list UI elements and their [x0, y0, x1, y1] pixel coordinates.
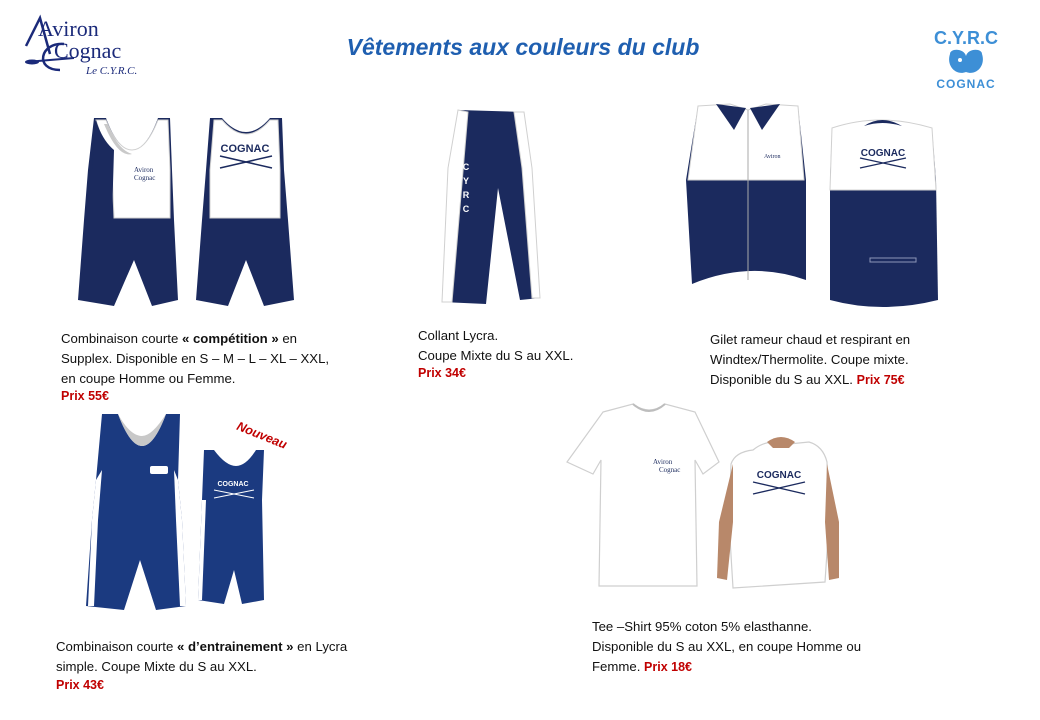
tee-shirt-description [592, 617, 872, 677]
training-text-bold: « d’entrainement » [176, 639, 294, 654]
competition-print-text: COGNAC [220, 143, 270, 155]
lycra-tights-description [418, 326, 638, 366]
logo-line2: Cognac [54, 38, 122, 63]
competition-text-bold: « compétition » [181, 331, 279, 346]
svg-text:Cognac: Cognac [659, 466, 681, 474]
logo-right-bottom: COGNAC [936, 77, 996, 91]
tee-shirt-image [563, 402, 843, 600]
logo-sub: Le C.Y.R.C. [86, 65, 138, 77]
vest-print-text: COGNAC [860, 148, 906, 159]
svg-text:Aviron: Aviron [653, 458, 673, 466]
cyrc-club-logo [920, 22, 1012, 94]
tee-text: Tee –Shirt 95% coton 5% elasthanne. Disponible du S au XXL, en coupe Homme ou Femme. [592, 619, 862, 674]
competition-suit-description [61, 329, 336, 389]
tights-line2: Coupe Mixte du S au XXL. [418, 348, 574, 363]
training-text-pre: Combinaison courte [56, 639, 177, 654]
logo-right-top: C.Y.R.C [933, 28, 999, 48]
tee-print-text: COGNAC [756, 470, 802, 481]
rowing-vest-image [680, 100, 945, 316]
rowing-vest-description [710, 330, 950, 390]
svg-text:C: C [462, 162, 470, 172]
svg-text:Aviron: Aviron [764, 154, 781, 160]
svg-text:C: C [462, 204, 470, 214]
training-suit-price: Prix 43€ [56, 678, 104, 692]
competition-text-post: en Supplex. Disponible en S – M – L – XL – XXL, en coupe Homme ou Femme. [61, 331, 330, 386]
new-badge: Nouveau [234, 419, 289, 452]
lycra-tights-price: Prix 34€ [418, 366, 466, 380]
page-title: Vêtements aux couleurs du club [346, 34, 700, 60]
training-text-post: en Lycra simple. Coupe Mixte du S au XXL. [56, 639, 348, 674]
rowing-vest-price: Prix 75€ [856, 373, 905, 387]
svg-text:Cognac: Cognac [134, 174, 156, 182]
svg-text:Aviron: Aviron [134, 166, 154, 174]
training-suit-image [80, 410, 265, 615]
svg-text:R: R [462, 190, 470, 200]
aviron-cognac-logo [24, 14, 154, 80]
competition-text-pre: Combinaison courte [61, 331, 182, 346]
lycra-tights-image [438, 108, 550, 308]
svg-text:Y: Y [462, 176, 470, 186]
competition-suit-price: Prix 55€ [61, 389, 109, 403]
logo-line1: Aviron [38, 16, 99, 41]
tee-shirt-price: Prix 18€ [644, 660, 692, 674]
tights-line1: Collant Lycra. [418, 328, 499, 343]
vest-text: Gilet rameur chaud et respirant en Windtex/Thermolite. Coupe mixte. Disponible du S au XXL. [710, 332, 911, 387]
training-suit-description [56, 637, 356, 677]
training-print-text: COGNAC [217, 481, 249, 488]
competition-suit-image [74, 110, 304, 315]
